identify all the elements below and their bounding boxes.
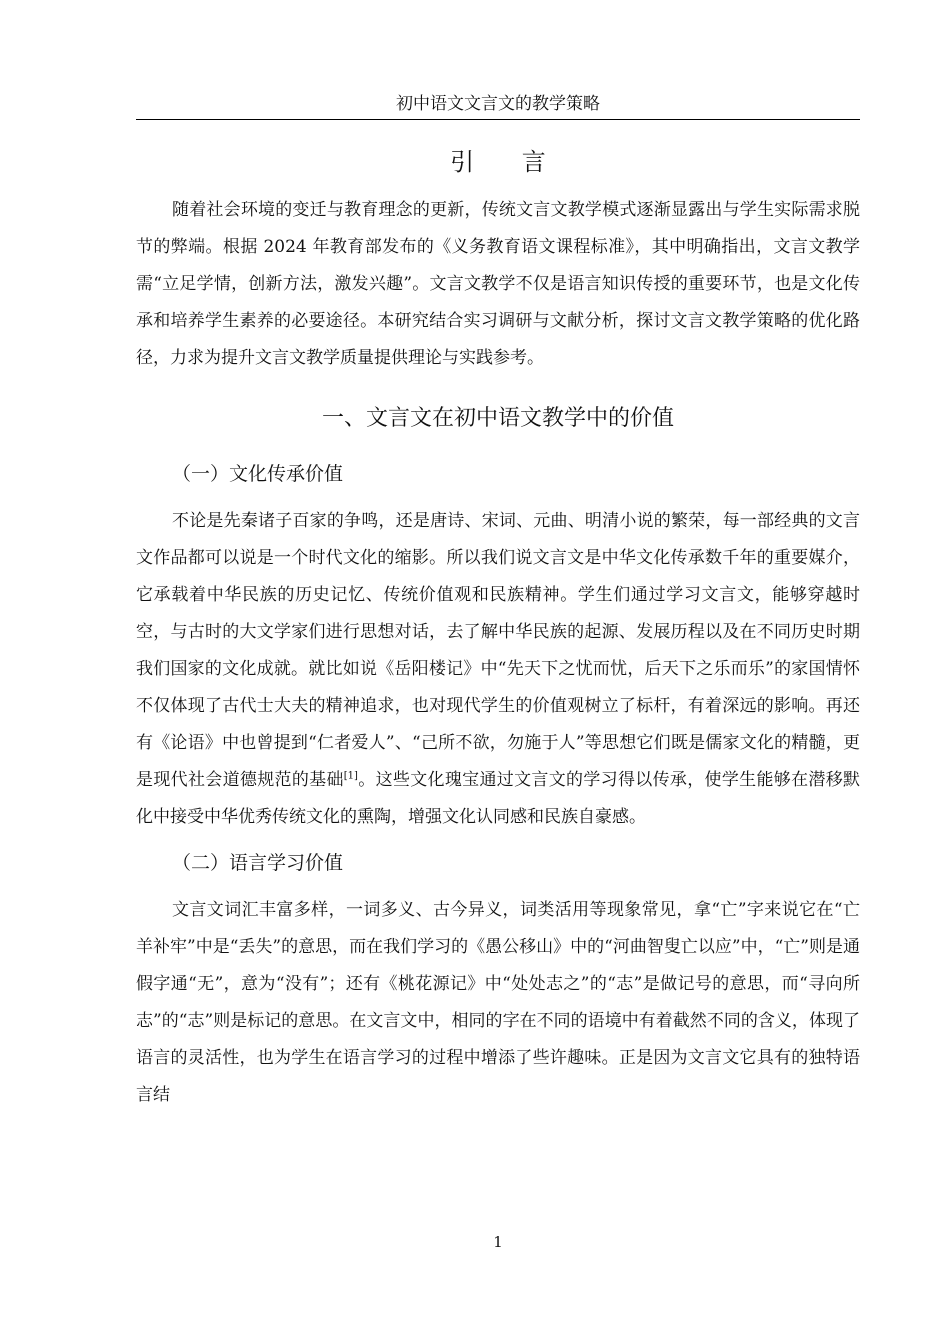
intro-paragraph: 随着社会环境的变迁与教育理念的更新，传统文言文教学模式逐渐显露出与学生实际需求脱节的弊端。根据 2024 年教育部发布的《义务教育语文课程标准》，其中明确指出，文言文教学需“立足学情，创新方法，激发兴趣”。文言文教学不仅是语言知识传授的重要环节，也是文化传承和培养学生素养的必要途径。本研究结合实习调研与文献分析，探讨文言文教学策略的优化路径，力求为提升文言文教学质量提供理论与实践参考。 bbox=[136, 200, 860, 368]
culture-paragraph bbox=[136, 503, 860, 836]
culture-paragraph-text-end: 。这些文化瑰宝通过文言文的学习得以传承，使学生能够在潜移默化中接受中华优秀传统文化的熏陶，增强文化认同感和民族自豪感。 bbox=[136, 770, 861, 827]
page-number: 1 bbox=[493, 1233, 503, 1251]
subsection-2-heading: （二）语言学习价值 bbox=[172, 852, 344, 874]
section-1-heading: 一、文言文在初中语文教学中的价值 bbox=[321, 406, 674, 431]
culture-paragraph-text: 不论是先秦诸子百家的争鸣，还是唐诗、宋词、元曲、明清小说的繁荣，每一部经典的文言文作品都可以说是一个时代文化的缩影。所以我们说文言文是中华文化传承数千年的重要媒介，它承载着中华民族的历史记忆、传统价值观和民族精神。学生们通过学习文言文，能够穿越时空，与古时的大文学家们进行思想对话，去了解中华民族的起源、发展历程以及在不同历史时期我们国家的文化成就。就比如说《岳阳楼记》中“先天下之忧而忧，后天下之乐而乐”的家国情怀不仅体现了古代士大夫的精神追求，也对现代学生的价值观树立了标杆，有着深远的影响。再还有《论语》中也曾提到“仁者爱人”、“己所不欲，勿施于人”等思想它们既是儒家文化的精髓，更是现代社会道德规范的基础 bbox=[136, 511, 860, 790]
intro-heading: 引 言 bbox=[450, 148, 566, 176]
running-header-title: 初中语文文言文的教学策略 bbox=[396, 94, 600, 114]
citation-ref-1[interactable]: [1] bbox=[343, 770, 358, 782]
language-paragraph: 文言文词汇丰富多样，一词多义、古今异义，词类活用等现象常见，拿“亡”字来说它在“亡羊补牢”中是“丢失”的意思，而在我们学习的《愚公移山》中的“河曲智叟亡以应”中，“亡”则是通假字通“无”，意为“没有”；还有《桃花源记》中“处处志之”的“志”是做记号的意思，而“寻向所志”的“志”则是标记的意思。在文言文中，相同的字在不同的语境中有着截然不同的含义，体现了语言的灵活性，也为学生在语言学习的过程中增添了些许趣味。正是因为文言文它具有的独特语言结 bbox=[136, 900, 860, 1105]
subsection-1-heading: （一）文化传承价值 bbox=[172, 463, 344, 485]
header-divider bbox=[136, 119, 860, 120]
page-content bbox=[136, 140, 860, 1114]
